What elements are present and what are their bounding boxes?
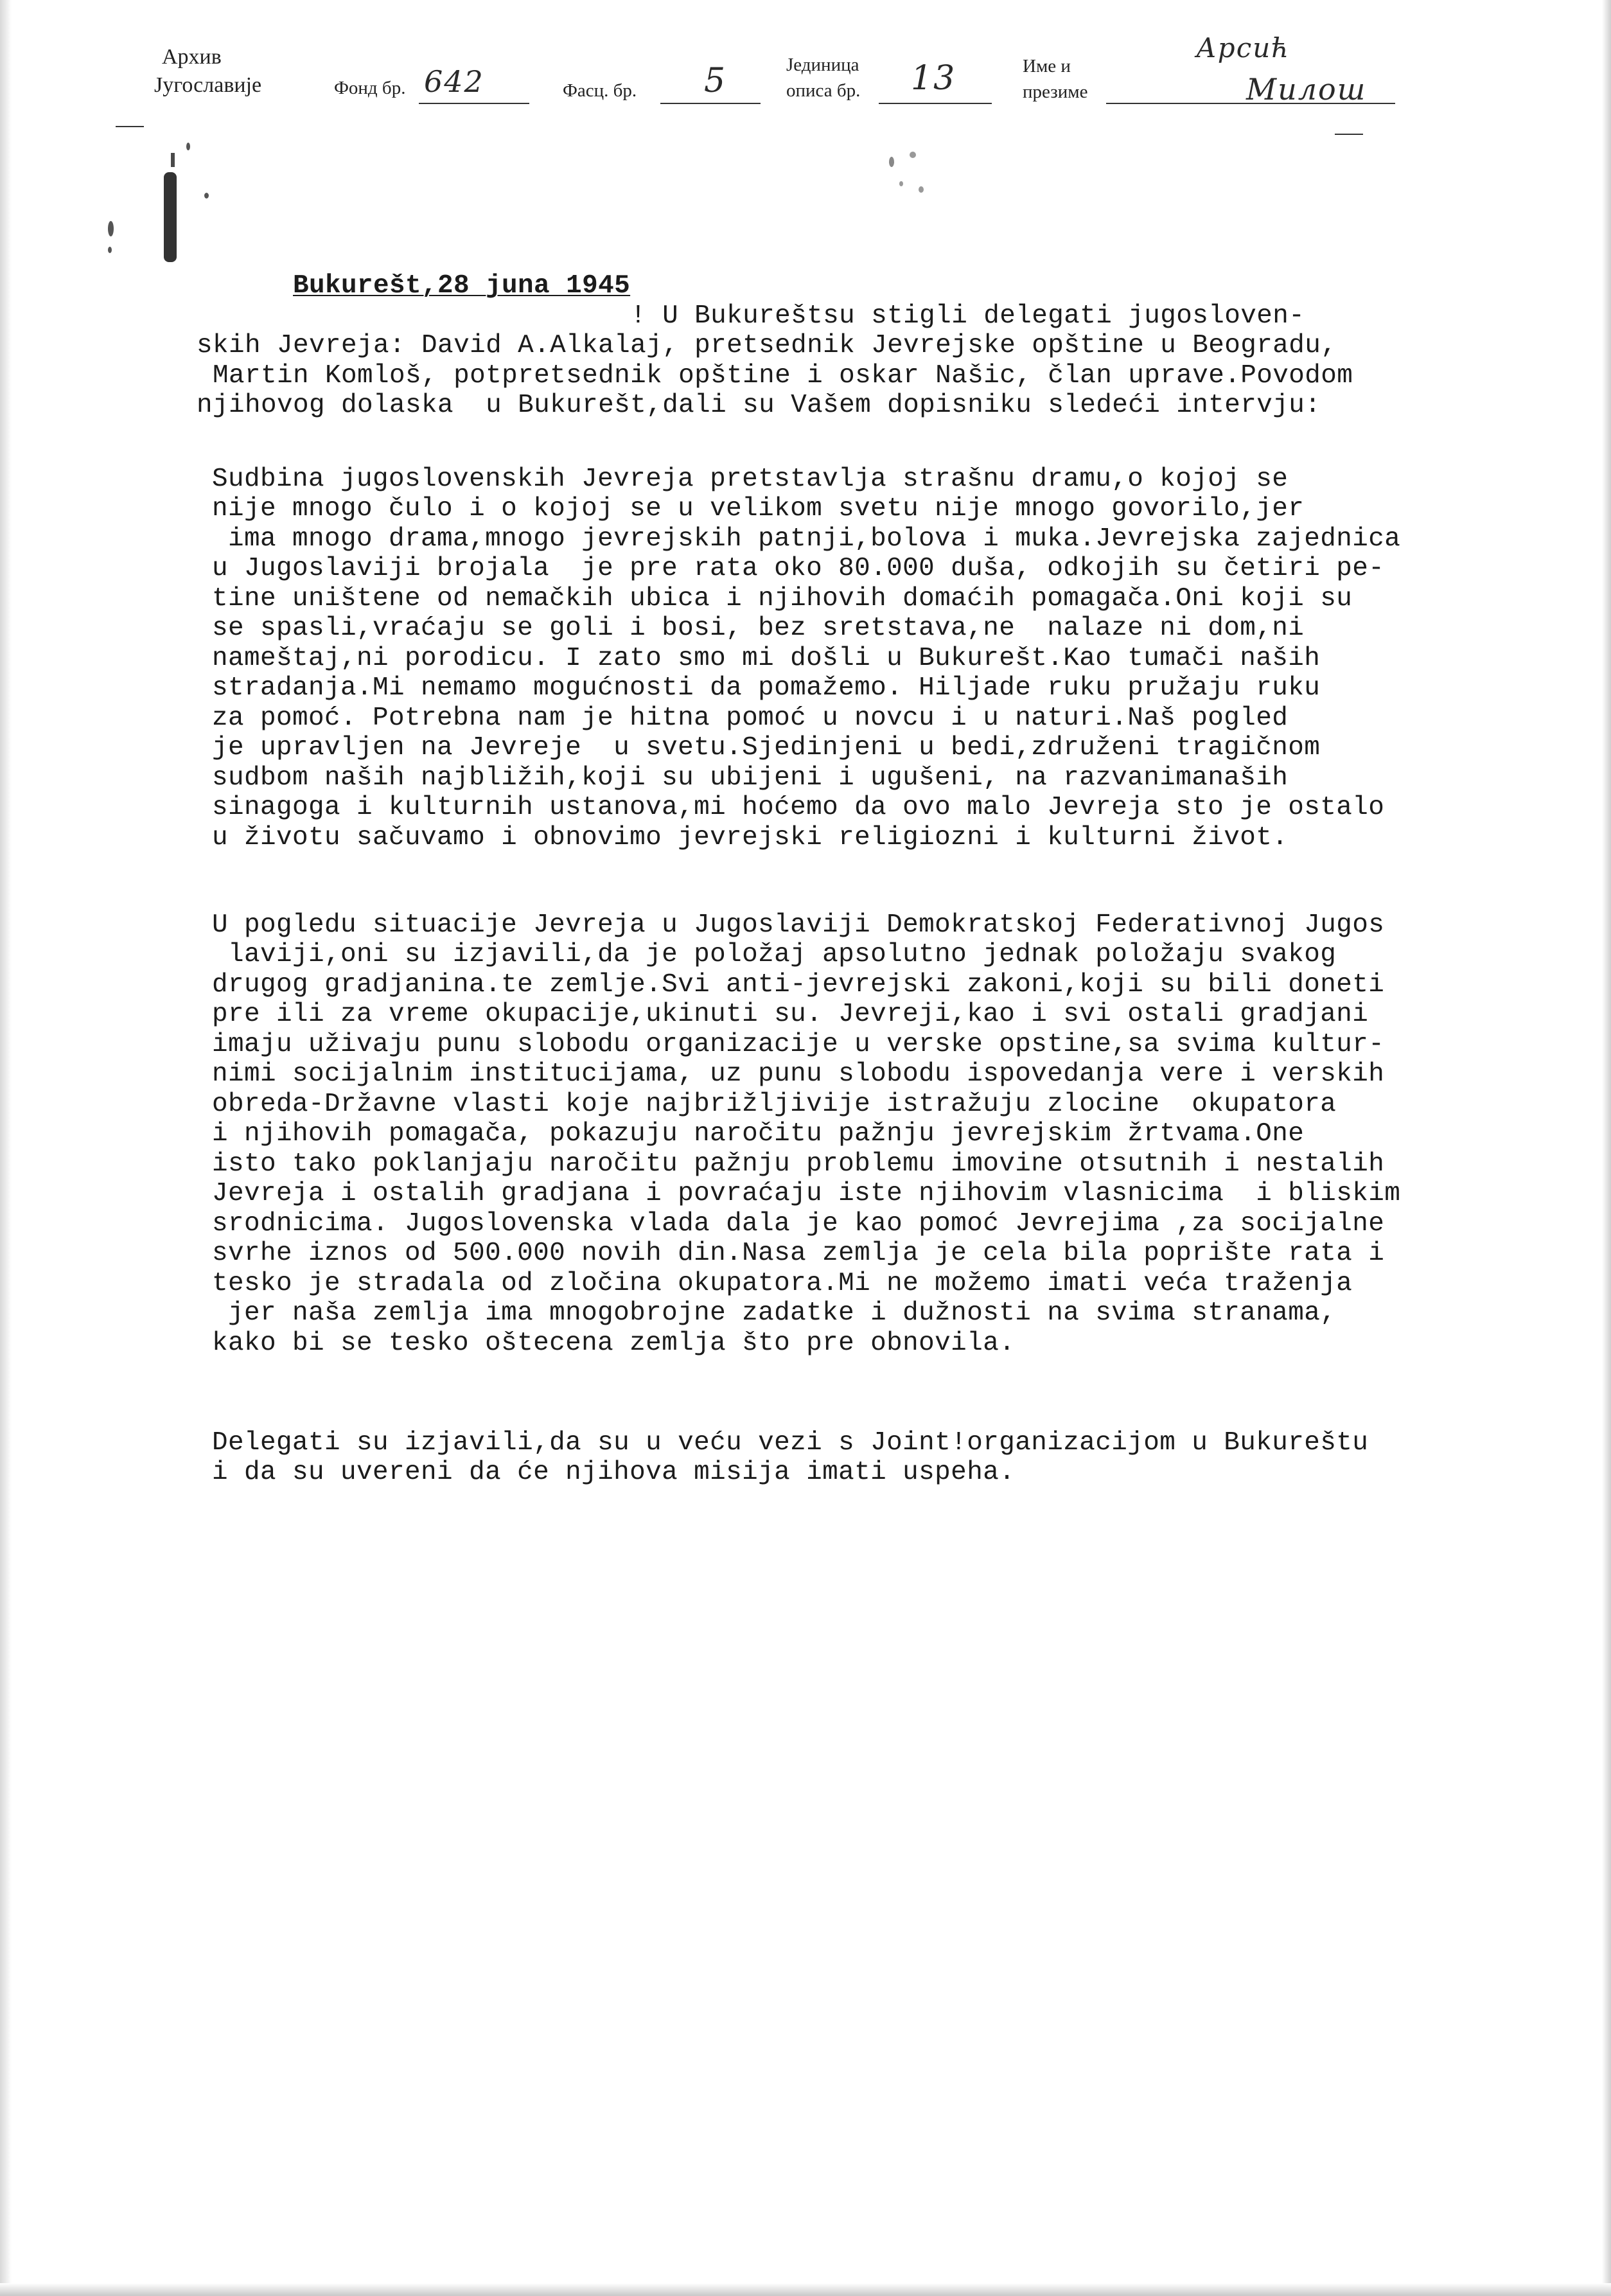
intro-line: ! U Bukureštsu stigli delegati jugosloven- [197, 301, 1305, 331]
scan-speck [108, 247, 112, 253]
name-label-line1: Име и [1023, 56, 1071, 76]
name-label-line2: презиме [1023, 82, 1088, 102]
dateline-text: Bukurešt,28 juna 1945 [293, 271, 631, 301]
intro-line: skih Jevreja: David A.Alkalaj, pretsednik Jevrejske opštine u Beogradu, [197, 331, 1337, 360]
paragraph-line: u životu sačuvamo i obnovimo jevrejski religiozni i kulturni život. [212, 822, 1289, 852]
binding-mark [164, 172, 177, 262]
paragraph-line: nameštaj,ni porodicu. I zato smo mi došli u Bukurešt.Kao tumači naših [212, 643, 1321, 673]
paragraph-line: tine uništene od nemačkih ubica i njihovih domaćih pomagača.Oni koji su [212, 583, 1353, 614]
paragraph-line: Delegati su izjavili,da su u veću vezi s Joint!organizacijom u Bukureštu [212, 1427, 1369, 1458]
paragraph-1 [212, 434, 1497, 912]
scan-speck [919, 186, 924, 193]
name-underline [1106, 103, 1395, 104]
unit-label-line1: Јединица [786, 55, 859, 75]
paragraph-line: nije mnogo čulo i o kojoj se u velikom svetu nije mnogo govorilo,jer [212, 494, 1305, 524]
paragraph-line: srodnicima. Jugoslovenska vlada dala je kao pomoć Jevrejima ,za socijalne [212, 1208, 1385, 1239]
intro-line: Martin Komloš, potpretsednik opštine i oskar Našic, član uprave.Povodom [197, 360, 1353, 391]
paragraph-line: Jevreja i ostalih gradjana i povraćaju iste njihovim vlasnicima i bliskim [212, 1179, 1401, 1208]
paragraph-line: tesko je stradala od zločina okupatora.Mi ne možemo imati veća traženja [212, 1268, 1353, 1298]
unit-value: 13 [911, 59, 956, 98]
paragraph-line: i njihovih pomagača, pokazuju naročitu pažnju jevrejskim žrtvama.One [212, 1119, 1305, 1149]
paragraph-line: kako bi se tesko oštecena zemlja što pre obnovila. [212, 1328, 1016, 1358]
paragraph-line: U pogledu situacije Jevreja u Jugoslaviji Demokratskoj Federativnoj Jugos [212, 910, 1385, 940]
fasc-value: 5 [704, 62, 727, 100]
paragraph-line: jer naša zemlja ima mnogobrojne zadatke i dužnosti na svima stranama, [212, 1298, 1337, 1328]
paragraph-line: za pomoć. Potrebna nam je hitna pomoć u novcu i u naturi.Naš pogled [212, 703, 1289, 733]
paragraph-3 [212, 1398, 1497, 1548]
scan-edge-left [0, 0, 12, 2296]
fasc-underline [660, 103, 761, 104]
binding-mark [171, 153, 175, 167]
archive-name-line1: Архив [162, 45, 222, 69]
name-value-line2: Милош [1246, 72, 1367, 107]
name-value-line1: Арсић [1196, 32, 1290, 64]
paragraph-line: Sudbina jugoslovenskih Jevreja pretstavlja strašnu dramu,o kojoj se [212, 464, 1289, 494]
paragraph-2 [212, 880, 1497, 1418]
paragraph-line: nimi socijalnim institucijama, uz punu slobodu ispovedanja vere i verskih [212, 1059, 1385, 1089]
paragraph-line: laviji,oni su izjavili,da je položaj apsolutno jednak položaju svakog [212, 940, 1337, 969]
paragraph-line: obreda-Državne vlasti koje najbrižljivije istražuju zlocine okupatora [212, 1089, 1337, 1119]
paragraph-line: imaju uživaju punu slobodu organizacije u verske opstine,sa svima kultur- [212, 1029, 1385, 1059]
paragraph-line: sinagoga i kulturnih ustanova,mi hoćemo da ovo malo Jevreja sto je ostalo [212, 793, 1385, 822]
paragraph-line: drugog gradjanina.te zemlje.Svi anti-jevrejski zakoni,koji su bili doneti [212, 969, 1385, 1000]
paragraph-line: je upravljen na Jevreje u svetu.Sjedinjeni u bedi,združeni tragičnom [212, 733, 1321, 763]
scan-edge-right [1602, 0, 1611, 2296]
scan-edge-bottom [0, 2283, 1611, 2296]
paragraph-line: pre ili za vreme okupacije,ukinuti su. Jevreji,kao i svi ostali gradjani [212, 1000, 1369, 1029]
paragraph-line: i da su uvereni da će njihova misija imati uspeha. [212, 1458, 1016, 1487]
scan-speck [899, 181, 903, 186]
header-rule-right [1335, 134, 1363, 135]
intro-line: njihovog dolaska u Bukurešt,dali su Vašem dopisniku sledeći intervju: [197, 391, 1321, 420]
header-rule-left [116, 126, 144, 127]
paragraph-line: se spasli,vraćaju se goli i bosi, bez sretstava,ne nalaze ni dom,ni [212, 614, 1305, 643]
scan-speck [204, 193, 209, 199]
paragraph-line: isto tako poklanjaju naročitu pažnju problemu imovine otsutnih i nestalih [212, 1149, 1385, 1179]
paragraph-line: stradanja.Mi nemamo mogućnosti da pomažemo. Hiljade ruku pružaju ruku [212, 673, 1321, 703]
fond-value: 642 [424, 64, 484, 99]
paragraph-line: u Jugoslaviji brojala je pre rata oko 80.000 duša, odkojih su četiri pe- [212, 554, 1385, 583]
paragraph-line: svrhe iznos od 500.000 novih din.Nasa zemlja je cela bila poprište rata i [212, 1239, 1385, 1268]
scan-speck [910, 152, 916, 158]
fasc-label: Фасц. бр. [563, 80, 637, 101]
unit-underline [879, 103, 992, 104]
fond-underline [419, 103, 529, 104]
scan-speck [108, 221, 114, 236]
fond-label: Фонд бр. [334, 78, 406, 98]
scan-speck [889, 157, 894, 167]
unit-label-line2: описа бр. [786, 80, 861, 101]
archive-name-line2: Југославије [154, 73, 262, 97]
paragraph-line: sudbom naših najbližih,koji su ubijeni i ugušeni, na razvanimanaših [212, 763, 1289, 793]
paragraph-line: ima mnogo drama,mnogo jevrejskih patnji,bolova i muka.Jevrejska zajednica [212, 524, 1401, 554]
scan-speck [186, 143, 190, 150]
